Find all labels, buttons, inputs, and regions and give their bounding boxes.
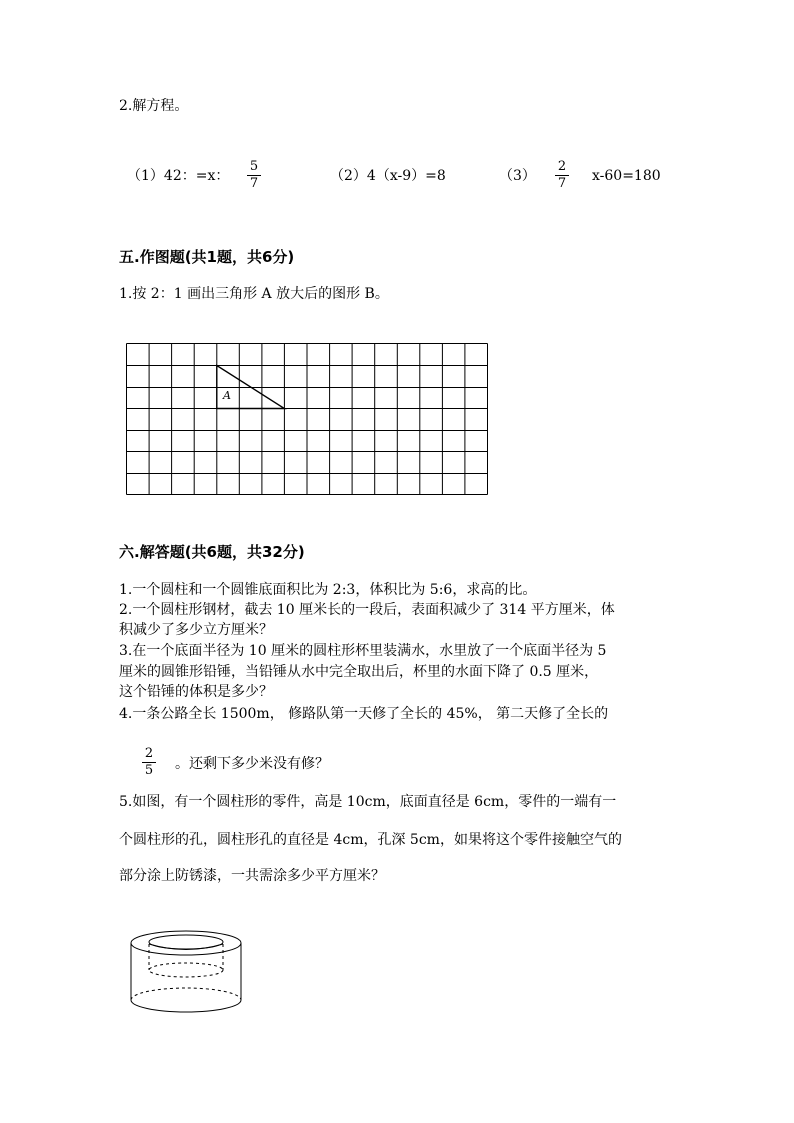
equation-1-fraction — [247, 160, 261, 191]
fraction-denominator: 7 — [249, 176, 259, 191]
fraction-denominator: 7 — [557, 176, 567, 191]
fraction-denominator: 5 — [144, 763, 154, 778]
section-6-question-3-line-2: 厘米的圆锥形铅锤，当铅锤从水中完全取出后，杯里的水面下降了 0.5 厘米， — [119, 664, 599, 680]
grid-lines — [127, 344, 488, 495]
section-6-question-2-line-1: 2.一个圆柱形钢材，截去 10 厘米长的一段后，表面积减少了 314 平方厘米，体 — [119, 602, 615, 618]
section-6-question-5-line-2: 个圆柱形的孔，圆柱形孔的直径是 4cm，孔深 5cm，如果将这个零件接触空气的 — [119, 832, 622, 848]
section-6-title: 六.解答题(共6题，共32分) — [119, 543, 305, 561]
grid-figure — [126, 343, 490, 496]
fraction-numerator: 2 — [557, 159, 567, 174]
fraction-numerator: 5 — [249, 159, 259, 174]
equation-3-label: （3） — [499, 168, 536, 184]
section-5-title: 五.作图题(共1题，共6分) — [119, 248, 295, 266]
equation-1-label: （1）42：=x： — [127, 168, 230, 184]
triangle-a-label: A — [223, 389, 231, 402]
section-6-question-2-line-2: 积减少了多少立方厘米？ — [119, 622, 273, 638]
section-6-question-5-line-3: 部分涂上防锈漆，一共需涂多少平方厘米？ — [119, 868, 385, 884]
section-2-heading: 2.解方程。 — [119, 98, 189, 114]
section-6-question-5-line-1: 5.如图，有一个圆柱形的零件，高是 10cm，底面直径是 6cm，零件的一端有一 — [119, 794, 617, 810]
equation-2-label: （2）4（x-9）=8 — [330, 168, 446, 184]
hole-bottom-hidden-ellipse — [149, 963, 223, 977]
outer-bottom-hidden-arc — [131, 988, 241, 1000]
question-4-fraction — [142, 747, 156, 778]
outer-bottom-arc — [131, 1000, 241, 1012]
section-6-question-3-line-1: 3.在一个底面半径为 10 厘米的圆柱形杯里装满水，水里放了一个底面半径为 5 — [119, 643, 607, 659]
equation-3-tail: x-60=180 — [592, 168, 661, 184]
section-6-question-4-tail: 。还剩下多少米没有修？ — [175, 756, 329, 772]
cylinder-part-figure — [127, 926, 247, 1016]
section-6-question-4-line-1: 4.一条公路全长 1500m， 修路队第一天修了全长的 45%， 第二天修了全长的 — [119, 706, 609, 722]
section-6-question-1: 1.一个圆柱和一个圆锥底面积比为 2:3，体积比为 5:6，求高的比。 — [119, 582, 537, 598]
section-5-question-1: 1.按 2：1 画出三角形 A 放大后的图形 B。 — [119, 286, 389, 302]
fraction-numerator: 2 — [144, 746, 154, 761]
section-6-question-3-line-3: 这个铅锤的体积是多少？ — [119, 684, 273, 700]
equation-3-fraction — [555, 160, 569, 191]
